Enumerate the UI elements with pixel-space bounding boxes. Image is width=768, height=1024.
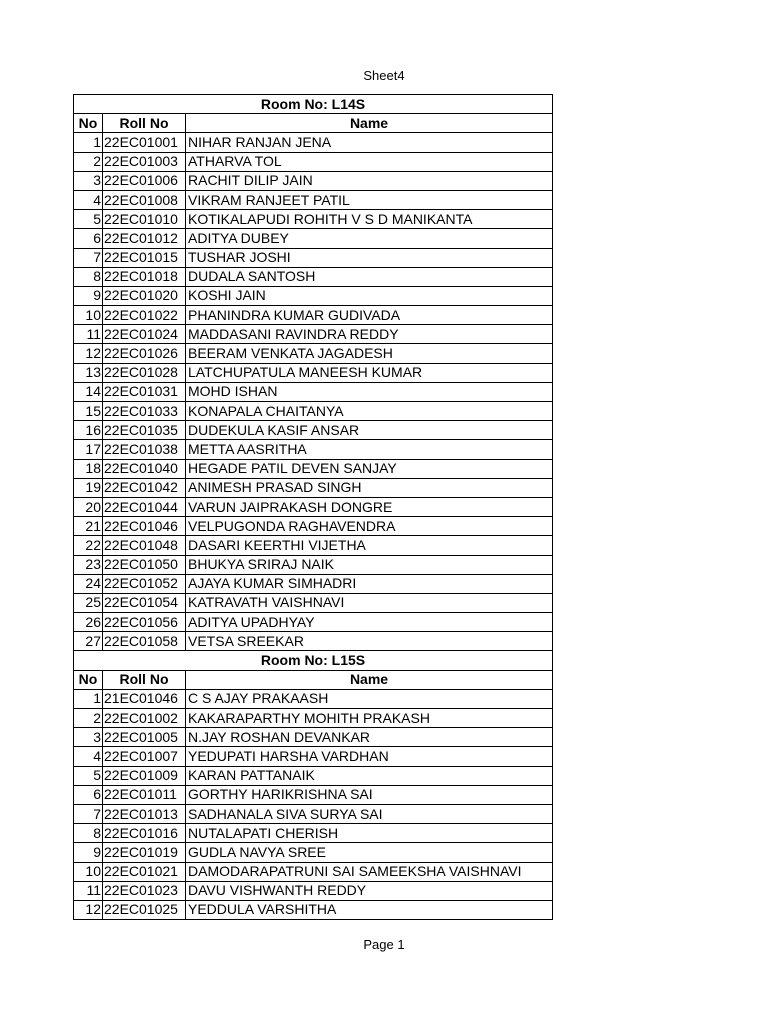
roll-number-cell: 22EC01011	[103, 785, 186, 804]
student-name-cell: GUDLA NAVYA SREE	[186, 843, 553, 862]
serial-number-cell: 26	[74, 613, 103, 632]
table-row	[74, 747, 553, 766]
table-row	[74, 478, 553, 497]
table-row	[74, 517, 553, 536]
student-name-cell: VARUN JAIPRAKASH DONGRE	[186, 497, 553, 516]
roll-number-cell: 22EC01052	[103, 574, 186, 593]
serial-number-cell: 3	[74, 728, 103, 747]
table-row	[74, 593, 553, 612]
serial-number-cell: 5	[74, 766, 103, 785]
roll-number-cell: 22EC01007	[103, 747, 186, 766]
roll-number-cell: 22EC01010	[103, 210, 186, 229]
table-row	[74, 632, 553, 651]
table-row	[74, 133, 553, 152]
serial-number-cell: 6	[74, 785, 103, 804]
page-number: Page 1	[363, 937, 405, 952]
roll-number-cell: 22EC01050	[103, 555, 186, 574]
roll-number-cell: 22EC01024	[103, 325, 186, 344]
table-row	[74, 229, 553, 248]
roll-number-cell: 22EC01001	[103, 133, 186, 152]
roll-number-cell: 22EC01003	[103, 152, 186, 171]
table-row	[74, 171, 553, 190]
student-name-cell: NIHAR RANJAN JENA	[186, 133, 553, 152]
roll-number-cell: 22EC01018	[103, 267, 186, 286]
student-name-cell: VETSA SREEKAR	[186, 632, 553, 651]
serial-number-cell: 8	[74, 267, 103, 286]
serial-number-cell: 1	[74, 689, 103, 708]
roll-number-cell: 22EC01021	[103, 862, 186, 881]
table-row	[74, 210, 553, 229]
student-name-cell: MOHD ISHAN	[186, 382, 553, 401]
student-name-cell: DUDEKULA KASIF ANSAR	[186, 421, 553, 440]
table-row	[74, 900, 553, 919]
table-row	[74, 785, 553, 804]
student-name-cell: METTA AASRITHA	[186, 440, 553, 459]
student-name-cell: ADITYA UPADHYAY	[186, 613, 553, 632]
student-name-cell: SADHANALA SIVA SURYA SAI	[186, 804, 553, 823]
student-name-cell: NUTALAPATI CHERISH	[186, 824, 553, 843]
roll-number-cell: 22EC01016	[103, 824, 186, 843]
table-row	[74, 459, 553, 478]
serial-number-cell: 15	[74, 402, 103, 421]
roll-number-cell: 22EC01012	[103, 229, 186, 248]
student-name-cell: KAKARAPARTHY MOHITH PRAKASH	[186, 709, 553, 728]
serial-number-cell: 24	[74, 574, 103, 593]
serial-number-cell: 12	[74, 344, 103, 363]
student-name-cell: DAMODARAPATRUNI SAI SAMEEKSHA VAISHNAVI	[186, 862, 553, 881]
table-row	[74, 709, 553, 728]
student-name-cell: N.JAY ROSHAN DEVANKAR	[186, 728, 553, 747]
roll-number-cell: 22EC01056	[103, 613, 186, 632]
student-name-cell: GORTHY HARIKRISHNA SAI	[186, 785, 553, 804]
table-row	[74, 382, 553, 401]
student-name-cell: TUSHAR JOSHI	[186, 248, 553, 267]
student-name-cell: PHANINDRA KUMAR GUDIVADA	[186, 306, 553, 325]
student-name-cell: ANIMESH PRASAD SINGH	[186, 478, 553, 497]
table-row	[74, 766, 553, 785]
serial-number-cell: 27	[74, 632, 103, 651]
column-header-row	[74, 114, 553, 133]
sheet-title: Sheet4	[363, 68, 405, 83]
roll-number-cell: 22EC01026	[103, 344, 186, 363]
student-name-cell: BHUKYA SRIRAJ NAIK	[186, 555, 553, 574]
table-row	[74, 190, 553, 209]
column-header-roll-no: Roll No	[103, 670, 186, 689]
serial-number-cell: 21	[74, 517, 103, 536]
serial-number-cell: 20	[74, 497, 103, 516]
table-row	[74, 613, 553, 632]
column-header-row	[74, 670, 553, 689]
student-name-cell: MADDASANI RAVINDRA REDDY	[186, 325, 553, 344]
student-name-cell: DUDALA SANTOSH	[186, 267, 553, 286]
table-row	[74, 689, 553, 708]
student-name-cell: KATRAVATH VAISHNAVI	[186, 593, 553, 612]
serial-number-cell: 22	[74, 536, 103, 555]
serial-number-cell: 9	[74, 286, 103, 305]
table-row	[74, 843, 553, 862]
serial-number-cell: 16	[74, 421, 103, 440]
serial-number-cell: 11	[74, 325, 103, 344]
serial-number-cell: 10	[74, 306, 103, 325]
student-name-cell: HEGADE PATIL DEVEN SANJAY	[186, 459, 553, 478]
serial-number-cell: 23	[74, 555, 103, 574]
roll-number-cell: 22EC01005	[103, 728, 186, 747]
roll-number-cell: 22EC01048	[103, 536, 186, 555]
roll-number-cell: 22EC01008	[103, 190, 186, 209]
roll-number-cell: 22EC01006	[103, 171, 186, 190]
student-name-cell: KONAPALA CHAITANYA	[186, 402, 553, 421]
table-row	[74, 440, 553, 459]
student-name-cell: ADITYA DUBEY	[186, 229, 553, 248]
column-header-no: No	[74, 114, 103, 133]
serial-number-cell: 7	[74, 804, 103, 823]
room-allocation-body	[74, 95, 553, 920]
roll-number-cell: 22EC01042	[103, 478, 186, 497]
student-name-cell: AJAYA KUMAR SIMHADRI	[186, 574, 553, 593]
student-name-cell: VIKRAM RANJEET PATIL	[186, 190, 553, 209]
roll-number-cell: 21EC01046	[103, 689, 186, 708]
room-header-row	[74, 651, 553, 670]
table-row	[74, 325, 553, 344]
student-name-cell: BEERAM VENKATA JAGADESH	[186, 344, 553, 363]
roll-number-cell: 22EC01046	[103, 517, 186, 536]
table-row	[74, 824, 553, 843]
table-row	[74, 862, 553, 881]
roll-number-cell: 22EC01025	[103, 900, 186, 919]
student-name-cell: DASARI KEERTHI VIJETHA	[186, 536, 553, 555]
table-row	[74, 536, 553, 555]
table-row	[74, 152, 553, 171]
serial-number-cell: 9	[74, 843, 103, 862]
table-row	[74, 402, 553, 421]
student-name-cell: YEDUPATI HARSHA VARDHAN	[186, 747, 553, 766]
table-row	[74, 306, 553, 325]
room-allocation-table	[73, 94, 553, 920]
table-row	[74, 286, 553, 305]
student-name-cell: LATCHUPATULA MANEESH KUMAR	[186, 363, 553, 382]
table-row	[74, 574, 553, 593]
student-name-cell: VELPUGONDA RAGHAVENDRA	[186, 517, 553, 536]
roll-number-cell: 22EC01022	[103, 306, 186, 325]
student-name-cell: KARAN PATTANAIK	[186, 766, 553, 785]
roll-number-cell: 22EC01038	[103, 440, 186, 459]
table-row	[74, 804, 553, 823]
serial-number-cell: 1	[74, 133, 103, 152]
student-name-cell: KOSHI JAIN	[186, 286, 553, 305]
roll-number-cell: 22EC01031	[103, 382, 186, 401]
roll-number-cell: 22EC01023	[103, 881, 186, 900]
roll-number-cell: 22EC01058	[103, 632, 186, 651]
table-row	[74, 497, 553, 516]
serial-number-cell: 4	[74, 190, 103, 209]
serial-number-cell: 2	[74, 709, 103, 728]
serial-number-cell: 12	[74, 900, 103, 919]
roll-number-cell: 22EC01028	[103, 363, 186, 382]
student-name-cell: ATHARVA TOL	[186, 152, 553, 171]
table-row	[74, 344, 553, 363]
roll-number-cell: 22EC01035	[103, 421, 186, 440]
serial-number-cell: 18	[74, 459, 103, 478]
serial-number-cell: 25	[74, 593, 103, 612]
serial-number-cell: 3	[74, 171, 103, 190]
roll-number-cell: 22EC01015	[103, 248, 186, 267]
student-name-cell: DAVU VISHWANTH REDDY	[186, 881, 553, 900]
table-row	[74, 267, 553, 286]
roll-number-cell: 22EC01013	[103, 804, 186, 823]
column-header-name: Name	[186, 114, 553, 133]
table-row	[74, 555, 553, 574]
roll-number-cell: 22EC01044	[103, 497, 186, 516]
serial-number-cell: 8	[74, 824, 103, 843]
student-name-cell: C S AJAY PRAKAASH	[186, 689, 553, 708]
roll-number-cell: 22EC01019	[103, 843, 186, 862]
serial-number-cell: 17	[74, 440, 103, 459]
column-header-name: Name	[186, 670, 553, 689]
roll-number-cell: 22EC01020	[103, 286, 186, 305]
table-row	[74, 363, 553, 382]
roll-number-cell: 22EC01040	[103, 459, 186, 478]
student-name-cell: RACHIT DILIP JAIN	[186, 171, 553, 190]
serial-number-cell: 5	[74, 210, 103, 229]
serial-number-cell: 14	[74, 382, 103, 401]
room-header-row	[74, 95, 553, 114]
serial-number-cell: 13	[74, 363, 103, 382]
table-row	[74, 728, 553, 747]
serial-number-cell: 10	[74, 862, 103, 881]
serial-number-cell: 2	[74, 152, 103, 171]
room-title: Room No: L14S	[74, 95, 553, 114]
serial-number-cell: 7	[74, 248, 103, 267]
roll-number-cell: 22EC01033	[103, 402, 186, 421]
table-row	[74, 421, 553, 440]
room-title: Room No: L15S	[74, 651, 553, 670]
serial-number-cell: 19	[74, 478, 103, 497]
student-name-cell: YEDDULA VARSHITHA	[186, 900, 553, 919]
serial-number-cell: 11	[74, 881, 103, 900]
column-header-no: No	[74, 670, 103, 689]
roll-number-cell: 22EC01002	[103, 709, 186, 728]
column-header-roll-no: Roll No	[103, 114, 186, 133]
table-row	[74, 881, 553, 900]
serial-number-cell: 6	[74, 229, 103, 248]
table-row	[74, 248, 553, 267]
roll-number-cell: 22EC01009	[103, 766, 186, 785]
roll-number-cell: 22EC01054	[103, 593, 186, 612]
student-name-cell: KOTIKALAPUDI ROHITH V S D MANIKANTA	[186, 210, 553, 229]
serial-number-cell: 4	[74, 747, 103, 766]
